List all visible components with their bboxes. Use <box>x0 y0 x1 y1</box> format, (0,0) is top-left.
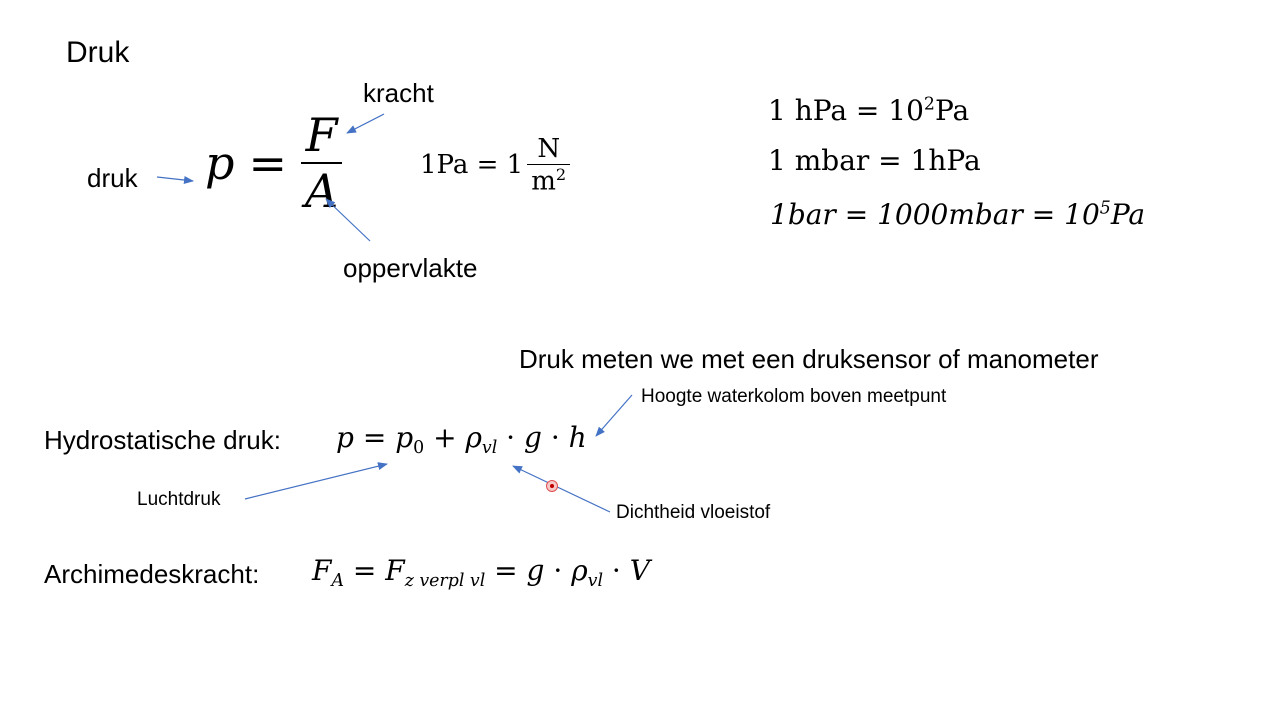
arrow-luchtdruk <box>245 464 387 499</box>
conversion-hpa-unit: Pa <box>934 94 970 127</box>
arch-eq-1: = <box>343 554 386 587</box>
arch-rho-sub: vl <box>587 571 604 592</box>
laser-pointer-icon <box>546 480 558 492</box>
hydro-dot-1: · <box>497 421 524 454</box>
conversion-hpa-left: 1 hPa = 10 <box>768 94 924 127</box>
arrow-druk <box>157 177 193 181</box>
hydro-plus: + <box>424 421 466 454</box>
archimedes-label: Archimedeskracht: <box>44 559 260 589</box>
hydro-label: Hydrostatische druk: <box>44 425 281 455</box>
arch-v: V <box>629 554 650 587</box>
hydro-p0-sub: 0 <box>413 438 425 459</box>
conversion-bar-unit: Pa <box>1110 198 1146 231</box>
conversion-bar-text: 1bar = 1000mbar = 10 <box>770 198 1100 231</box>
label-druk: druk <box>87 163 138 193</box>
label-dichtheid: Dichtheid vloeistof <box>616 502 771 523</box>
hydro-p: p <box>336 421 354 454</box>
hydro-g: g <box>523 421 542 454</box>
pascal-numerator: N <box>537 134 561 164</box>
arch-fz-sub: z verpl vl <box>404 571 486 592</box>
arrow-oppervlakte <box>326 199 370 241</box>
arrow-dichtheid <box>513 466 610 512</box>
pascal-den-exp: 2 <box>555 165 567 184</box>
arch-rho: ρ <box>571 554 588 587</box>
pascal-lhs: 1Pa = 1 <box>420 150 524 181</box>
label-luchtdruk: Luchtdruk <box>137 489 221 510</box>
conversion-hpa-exp: 2 <box>923 94 935 115</box>
arrow-hoogte <box>596 395 632 436</box>
arch-dot-1: · <box>544 554 572 587</box>
formula-numerator: F <box>305 108 338 162</box>
hydro-dot-2: · <box>541 421 569 454</box>
arrow-kracht <box>347 114 384 133</box>
arch-fz: F <box>385 554 405 587</box>
label-oppervlakte: oppervlakte <box>343 253 478 283</box>
hydro-p0: p <box>395 421 414 454</box>
formula-eq: = <box>248 136 287 190</box>
arch-g: g <box>526 554 545 587</box>
hydro-rho: ρ <box>465 421 482 454</box>
arch-eq-2: = <box>485 554 527 587</box>
pascal-den-base: m <box>531 166 556 197</box>
arch-dot-2: · <box>603 554 630 587</box>
label-hoogte: Hoogte waterkolom boven meetpunt <box>641 386 947 407</box>
conversion-mbar: 1 mbar = 1hPa <box>768 144 981 177</box>
conversion-bar-exp: 5 <box>1099 198 1111 219</box>
label-kracht: kracht <box>363 78 434 108</box>
arch-fa-sub: A <box>331 571 344 592</box>
arch-fa: F <box>312 554 332 587</box>
formula-p: p <box>205 136 235 190</box>
page-title: Druk <box>66 36 130 69</box>
hydro-eq: = <box>353 421 396 454</box>
sensor-sentence: Druk meten we met een druksensor of manometer <box>519 344 1099 374</box>
hydro-rho-sub: vl <box>481 438 498 459</box>
formula-denominator: A <box>301 162 342 218</box>
hydro-h: h <box>568 421 587 454</box>
